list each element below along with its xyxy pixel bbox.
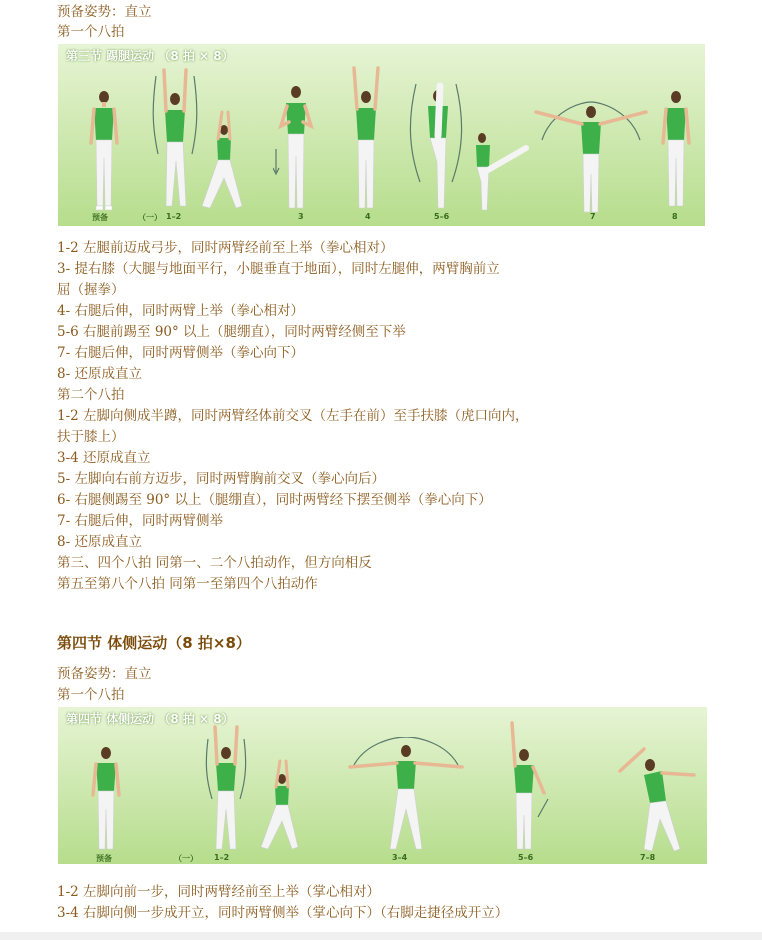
prep-posture-s4: 预备姿势：直立 xyxy=(57,666,152,682)
arms-side-figure-icon xyxy=(532,100,650,216)
step-line: 8- 还原成直立 xyxy=(57,366,142,382)
lunge-figure-icon xyxy=(258,759,302,855)
arms-up-figure-icon xyxy=(346,64,386,216)
step-line: 4- 右腿后伸，同时两臂上举（拳心相对） xyxy=(57,303,304,319)
beat-label: 1–2 xyxy=(166,212,182,221)
arms-up-figure-icon xyxy=(204,723,248,855)
step-line: 1-2 左腿前迈成弓步，同时两臂经前至上举（拳心相对） xyxy=(57,240,394,256)
step-line: 5-6 右腿前踢至 90° 以上（腿绷直），同时两臂经侧至下举 xyxy=(57,324,406,340)
step-line: 5- 左脚向右前方迈步，同时两臂胸前交叉（拳心向后） xyxy=(57,471,385,487)
lunge-figure-icon xyxy=(198,108,246,216)
standing-figure-icon xyxy=(658,88,694,216)
section-4-heading: 第四节 体侧运动（8 拍×8） xyxy=(57,634,251,652)
beat-label: 7–8 xyxy=(640,853,656,862)
step-line: 第五至第八个八拍 同第一至第四个八拍动作 xyxy=(57,576,318,592)
step-line: 1-2 左脚向前一步，同时两臂经前至上举（掌心相对） xyxy=(57,884,381,900)
standing-figure-icon xyxy=(86,88,122,216)
beat-label: 4 xyxy=(365,212,371,221)
knee-raise-figure-icon xyxy=(273,84,319,216)
beat-label: （一） xyxy=(138,213,162,222)
arms-up-figure-icon xyxy=(150,66,200,216)
prep-posture-s3: 预备姿势：直立 xyxy=(57,4,152,20)
step-line: 6- 右腿侧踢至 90° 以上（腿绷直），同时两臂经下摆至侧举（拳心向下） xyxy=(57,492,492,508)
beat-label: 3 xyxy=(298,212,304,221)
step-line: 屈（握拳） xyxy=(57,282,125,298)
step-line: 3-4 右脚向侧一步成开立，同时两臂侧举（掌心向下）（右脚走捷径成开立） xyxy=(57,905,509,921)
beat-label: 1–2 xyxy=(214,853,230,862)
eight-beat-1-title-s3: 第一个八拍 xyxy=(57,24,125,40)
step-line: 1-2 左脚向侧成半蹲，同时两臂经体前交叉（左手在前）至手扶膝（虎口向内， xyxy=(57,408,529,424)
front-kick-figure-icon xyxy=(408,78,464,216)
beat-label: 预备 xyxy=(96,854,112,863)
front-kick-figure-icon xyxy=(468,130,532,216)
step-line: 第三、四个八拍 同第一、二个八拍动作，但方向相反 xyxy=(57,555,372,571)
page-bottom-edge xyxy=(0,932,762,940)
kick-exercise-figure xyxy=(58,44,705,226)
step-line: 8- 还原成直立 xyxy=(57,534,142,550)
step-line: 扶于膝上） xyxy=(57,429,125,445)
side-bend-figure-icon xyxy=(614,731,698,855)
standing-figure-icon xyxy=(88,745,124,855)
step-line: 3-4 还原成直立 xyxy=(57,450,151,466)
beat-label: 7 xyxy=(590,212,596,221)
step-line: 3- 提右膝（大腿与地面平行，小腿垂直于地面），同时左腿伸，两臂胸前立 xyxy=(57,261,500,277)
beat-label: 3–4 xyxy=(392,853,408,862)
beat-label: （一） xyxy=(174,854,198,863)
eight-beat-2-title-s3: 第二个八拍 xyxy=(57,387,125,403)
beat-label: 5–6 xyxy=(434,212,450,221)
beat-label: 5–6 xyxy=(518,853,534,862)
eight-beat-1-title-s4: 第一个八拍 xyxy=(57,687,125,703)
step-line: 7- 右腿后伸，同时两臂侧举 xyxy=(57,513,223,529)
arms-side-figure-icon xyxy=(346,737,466,855)
figure-title-s4: 第四节 体侧运动 （8 拍 × 8） xyxy=(66,712,234,726)
side-bend-exercise-figure xyxy=(58,707,707,864)
knee-raise-figure-icon xyxy=(504,721,554,855)
beat-label: 8 xyxy=(672,212,678,221)
figure-title-s3: 第三节 踢腿运动 （8 拍 × 8） xyxy=(66,49,234,63)
beat-label: 预备 xyxy=(92,213,108,222)
step-line: 7- 右腿后伸，同时两臂侧举（拳心向下） xyxy=(57,345,304,361)
